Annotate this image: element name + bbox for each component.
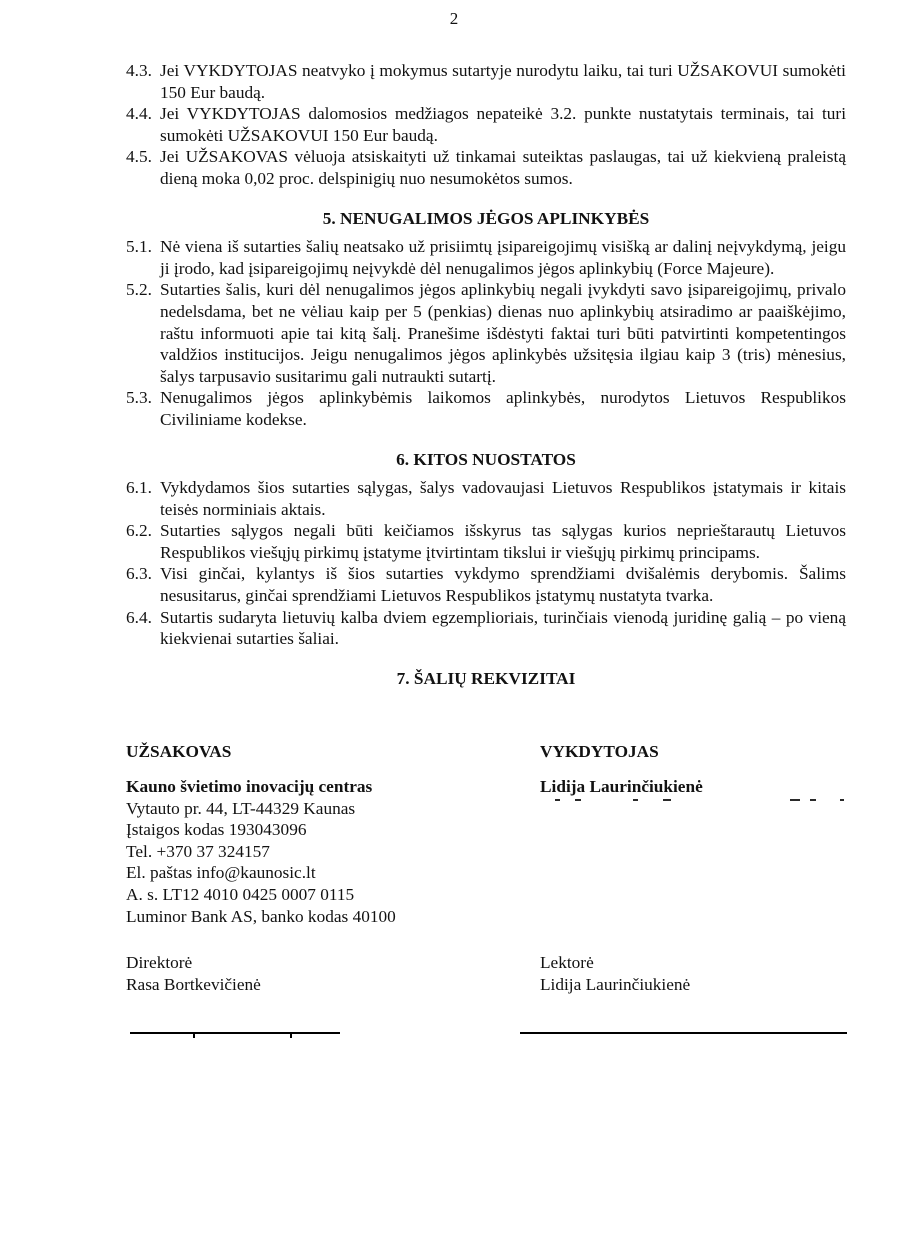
- signatory-name-left: Rasa Bortkevičienė: [126, 974, 261, 994]
- clause-text: Jei UŽSAKOVAS vėluoja atsiskaityti už tinkamai suteiktas paslaugas, tai už kiekvieną praleistą dieną moka 0,02 proc. delspinigių nuo nesumokėtos sumos.: [160, 147, 846, 188]
- clause: [126, 387, 846, 430]
- party-detail: Luminor Bank AS, banko kodas 40100: [126, 906, 396, 926]
- section-heading: 5. NENUGALIMOS JĖGOS APLINKYBĖS: [322, 208, 650, 228]
- party-name-right: Lidija Laurinčiukienė: [540, 777, 703, 797]
- party-detail: Vytauto pr. 44, LT-44329 Kaunas: [126, 798, 356, 818]
- signatory-title-right: Lektorė: [540, 953, 594, 973]
- signature-tick: [193, 1034, 195, 1038]
- clause: [126, 477, 846, 520]
- clause-number: 5.2.: [126, 280, 152, 300]
- clause-text: Sutarties sąlygos negali būti keičiamos išskyrus tas sąlygas kurios neprieštarautų Lietuvos Respublikos viešųjų pirkimų įstatyme įtvirtintam tikslui ir viešųjų pirkimų principams.: [160, 521, 846, 562]
- redacted-fragment: [663, 799, 671, 801]
- contract-sections: [126, 60, 846, 689]
- redacted-fragment: [790, 799, 800, 801]
- redacted-fragment: [810, 799, 816, 801]
- clause: [126, 607, 846, 650]
- section-heading: 7. ŠALIŲ REKVIZITAI: [396, 668, 576, 688]
- clause: [126, 236, 846, 279]
- signatory-title-left: Direktorė: [126, 953, 193, 973]
- party-detail-empty: [540, 841, 847, 863]
- clause: [126, 279, 846, 387]
- clause-text: Nenugalimos jėgos aplinkybėmis laikomos aplinkybės, nurodytos Lietuvos Respublikos Civiliniame kodekse.: [160, 388, 846, 429]
- clause: [126, 60, 846, 103]
- parties-section: [126, 741, 846, 1034]
- clause-text: Nė viena iš sutarties šalių neatsako už prisiimtų įsipareigojimų visišką ar dalinį neįvykdymą, jeigu ji įrodo, kad įsipareigojimų neįvykdė dėl nenugalimos jėgos aplinkybių (Force Majeure).: [160, 237, 846, 278]
- clause: [126, 146, 846, 189]
- clause: [126, 563, 846, 606]
- party-detail: Tel. +370 37 324157: [126, 841, 270, 861]
- party-detail: A. s. LT12 4010 0425 0007 0115: [126, 885, 355, 904]
- clause-number: 4.3.: [126, 61, 152, 80]
- clause-text: Jei VYKDYTOJAS neatvyko į mokymus sutartyje nurodytu laiku, tai turi UŽSAKOVUI sumokėti 150 Eur baudą.: [160, 61, 846, 102]
- redacted-fragment: [575, 799, 581, 801]
- document-body: [126, 60, 846, 1034]
- clause: [126, 520, 846, 563]
- page-number: 2: [449, 9, 459, 28]
- section-heading: 6. KITOS NUOSTATOS: [396, 449, 576, 469]
- clause-number: 6.3.: [126, 564, 152, 584]
- clause-text: Sutartis sudaryta lietuvių kalba dviem egzemplioriais, turinčiais vienodą juridinę galią – po vieną kiekvienai sutarties šaliai.: [160, 607, 846, 649]
- signature-line-right: [520, 1032, 847, 1034]
- clause: [126, 103, 846, 146]
- clause-text: Vykdydamos šios sutarties sąlygas, šalys vadovaujasi Lietuvos Respublikos įstatymais ir kitais teisės norminiais aktais.: [160, 478, 846, 519]
- party-name-left: Kauno švietimo inovacijų centras: [126, 777, 373, 797]
- redacted-fragment: [555, 799, 560, 801]
- signatory-name-right: Lidija Laurinčiukienė: [540, 974, 691, 994]
- clause-number: 5.1.: [126, 237, 152, 257]
- party-role-right: VYKDYTOJAS: [540, 742, 659, 762]
- clause-number: 6.2.: [126, 521, 152, 541]
- redacted-fragment: [840, 799, 844, 801]
- party-detail: El. paštas info@kaunosic.lt: [126, 863, 316, 883]
- signature-tick: [290, 1034, 292, 1038]
- clause-number: 5.3.: [126, 388, 152, 408]
- clause-text: Sutarties šalis, kuri dėl nenugalimos jėgos aplinkybių negali įvykdyti savo įsipareigojimų, privalo nedelsdama, bet ne vėliau kaip per 5 (penkias) dienas nuo aplinkybių atsiradimo ar paaiškėjimo, raštu informuoti apie tai kitą šalį. Pranešime išdėstyti faktai turi būti patvirtinti kompetentingos valdžios institucijos. Jeigu nenugalimos jėgos aplinkybės užsitęsia ilgiau kaip 3 (tris) mėnesius, šalys tarpusavio susitarimu gali nutraukti sutartį.: [160, 280, 846, 386]
- clause-text: Jei VYKDYTOJAS dalomosios medžiagos nepateikė 3.2. punkte nustatytais terminais, tai turi sumokėti UŽSAKOVUI 150 Eur baudą.: [160, 104, 846, 145]
- clause-number: 6.4.: [126, 607, 152, 627]
- clause-number: 4.4.: [126, 104, 152, 124]
- redacted-fragment: [633, 799, 638, 801]
- clause-number: 6.1.: [126, 478, 152, 498]
- party-detail-empty: [540, 819, 847, 841]
- signature-line-left: [130, 1032, 340, 1034]
- party-detail: Įstaigos kodas 193043096: [126, 820, 307, 840]
- party-role-left: UŽSAKOVAS: [126, 742, 232, 762]
- clause-text: Visi ginčai, kylantys iš šios sutarties vykdymo sprendžiami dvišalėmis derybomis. Šalims nesusitarus, ginčai sprendžiami Lietuvos Respublikos įstatymų nustatyta tvarka.: [160, 564, 846, 606]
- party-detail-empty: [540, 862, 847, 884]
- party-detail-empty: [540, 884, 847, 906]
- redacted-text-fragments: [540, 798, 847, 820]
- clause-number: 4.5.: [126, 147, 152, 167]
- party-detail-empty: [540, 906, 847, 928]
